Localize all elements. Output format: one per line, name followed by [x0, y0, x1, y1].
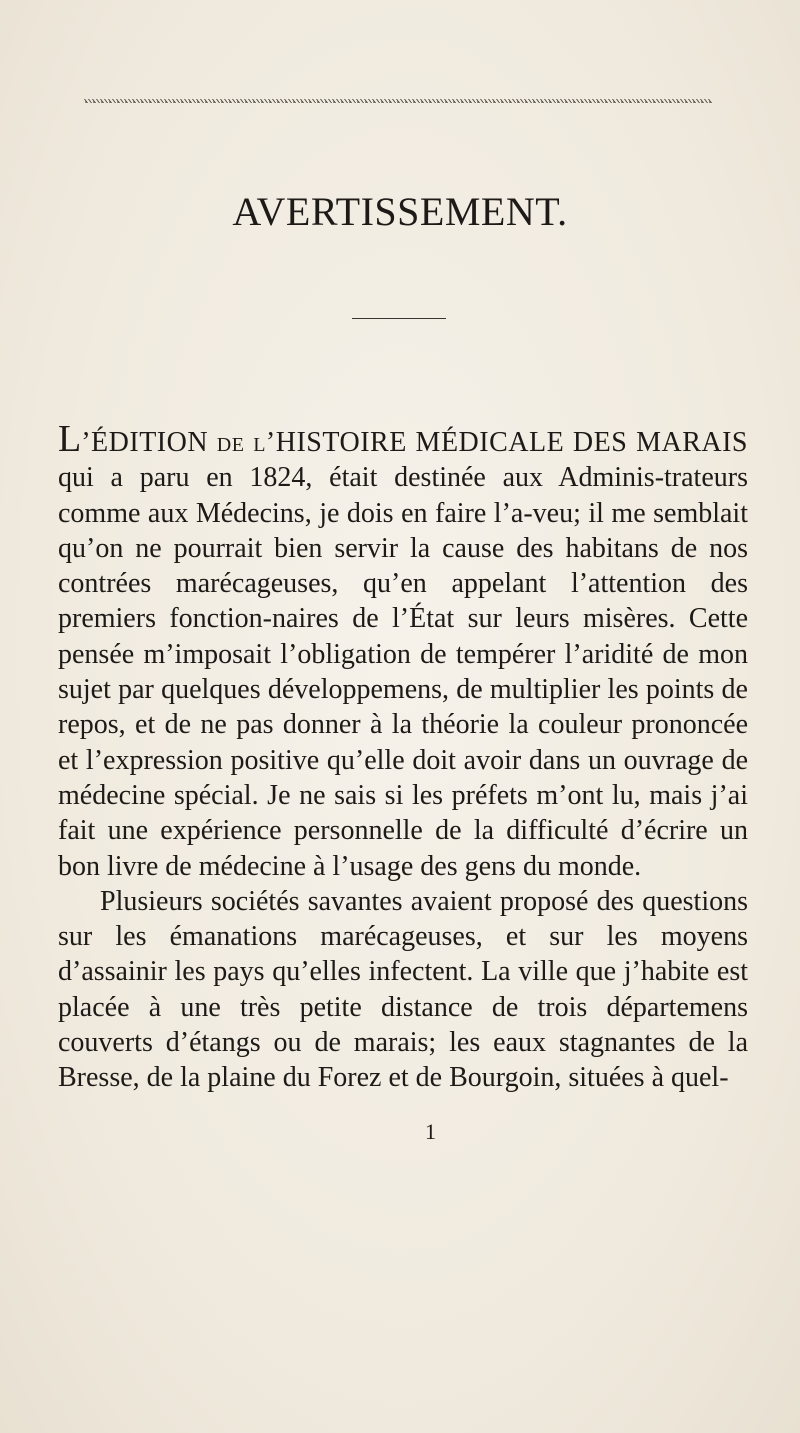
drop-cap: L [58, 418, 82, 460]
body-text [58, 420, 748, 1096]
paragraph-1 [58, 420, 748, 884]
ornament-pattern [84, 97, 712, 105]
page-title: AVERTISSEMENT. [232, 189, 568, 234]
signature-mark: 1 [425, 1119, 436, 1144]
title-divider [352, 318, 446, 319]
paragraph-1-text: qui a paru en 1824, était destinée aux Adminis-trateurs comme aux Médecins, je dois en faire l’a-veu; il me semblait qu’on ne pourrait bien servir la cause des habitans de nos contrées marécageuses, qu’en appelant l’attention des premiers fonction-naires de l’État sur leurs misères. Cette pensée m’imposait l’obligation de tempérer l’aridité de mon sujet par quelques développemens, de multiplier les points de repos, et de ne pas donner à la théorie la couleur prononcée et l’expression positive qu’elle doit avoir dans un ouvrage de médecine spécial. Je ne sais si les préfets m’ont lu, mais j’ai fait une expérience personnelle de la difficulté d’écrire un bon livre de médecine à l’usage des gens du monde. [58, 462, 748, 882]
ornamental-header-band [84, 97, 712, 105]
book-title-smallcaps: ’ÉDITION de l’HISTOIRE MÉDICALE DES MARAIS [81, 427, 748, 458]
paragraph-2: Plusieurs sociétés savantes avaient proposé des questions sur les émanations marécageuses, et sur les moyens d’assainir les pays qu’elles infectent. La ville que j’habite est placée à une très petite distance de trois départemens couverts d’étangs ou de marais; les eaux stagnantes de la Bresse, de la plaine du Forez et de Bourgoin, situées à quel- [58, 885, 748, 1094]
